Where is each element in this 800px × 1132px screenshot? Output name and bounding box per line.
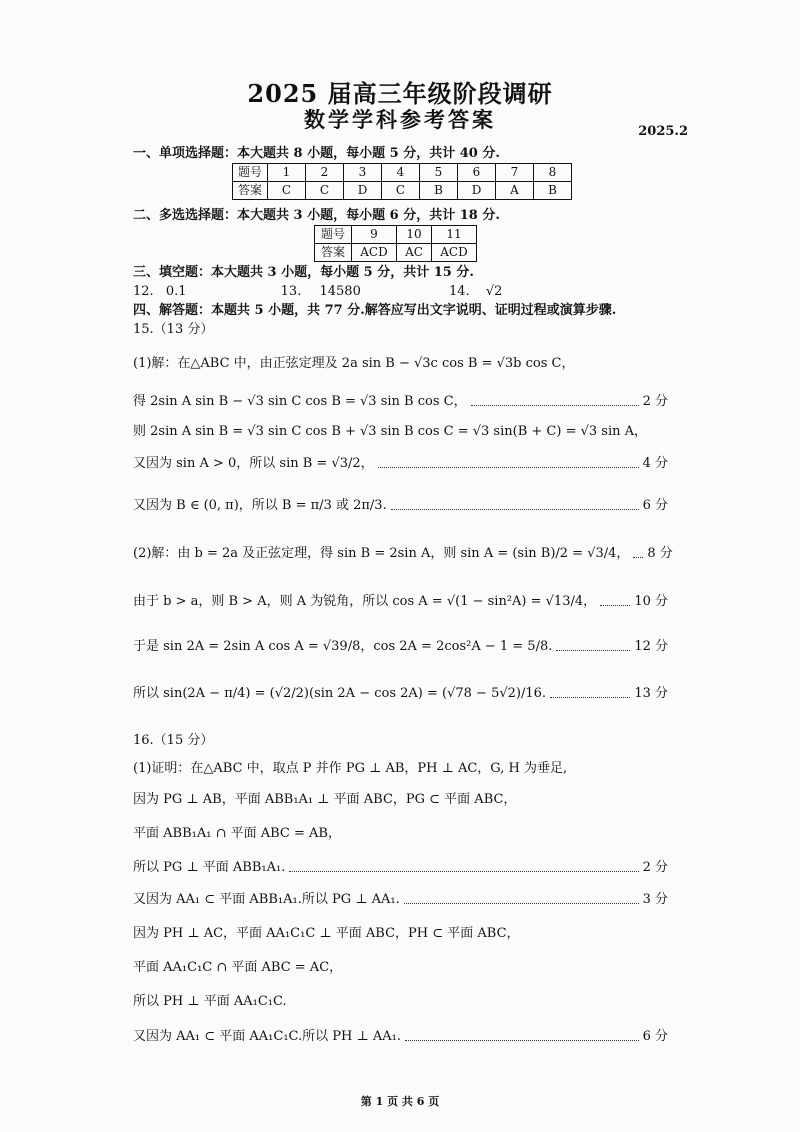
- table-cell: 10: [397, 226, 432, 244]
- step-score: 10 分: [634, 594, 668, 609]
- answer-12-number: 12.: [133, 284, 154, 299]
- step-text: 所以 PH ⊥ 平面 AA₁C₁C.: [133, 994, 287, 1009]
- step-text: 因为 PG ⊥ AB，平面 ABB₁A₁ ⊥ 平面 ABC，PG ⊂ 平面 ABC，: [133, 792, 517, 807]
- table-cell: ACD: [432, 244, 477, 262]
- table-row: [233, 182, 572, 200]
- solution-step: [133, 1015, 668, 1045]
- step-text: 由于 b > a，则 B > A，则 A 为锐角，所以 cos A = √(1 − sin²A) = √13/4，: [133, 594, 597, 609]
- solution-step: [133, 747, 668, 777]
- solution-step: [133, 532, 673, 562]
- leader-dots: [391, 509, 639, 510]
- table-cell: 2: [306, 164, 344, 182]
- table-cell: 5: [420, 164, 458, 182]
- solution-step: [133, 980, 668, 1010]
- solution-step: [133, 778, 668, 808]
- solution-step: [133, 946, 668, 976]
- table-cell: D: [344, 182, 382, 200]
- table-cell: 题号: [233, 164, 268, 182]
- step-score: 6 分: [642, 498, 668, 513]
- section2-answer-table: [314, 225, 477, 262]
- table-cell: 4: [382, 164, 420, 182]
- q15-title: 15.（13 分）: [133, 322, 214, 337]
- table-cell: AC: [397, 244, 432, 262]
- exam-date: 2025.2: [638, 124, 688, 139]
- exam-subtitle: 数学学科参考答案: [304, 107, 496, 132]
- page-footer: 第 1 页 共 6 页: [360, 1095, 440, 1108]
- leader-dots: [378, 467, 639, 468]
- step-text: 又因为 sin A > 0，所以 sin B = √3/2，: [133, 456, 374, 471]
- step-text: 所以 PG ⊥ 平面 ABB₁A₁.: [133, 860, 286, 875]
- table-cell: C: [382, 182, 420, 200]
- step-score: 2 分: [642, 860, 668, 875]
- table-cell: 9: [352, 226, 397, 244]
- table-cell: B: [420, 182, 458, 200]
- table-cell: 7: [496, 164, 534, 182]
- leader-dots: [600, 605, 630, 606]
- solution-step: [133, 625, 668, 655]
- section1-answer-table: [232, 163, 572, 200]
- table-row: [233, 164, 572, 182]
- table-cell: ACD: [352, 244, 397, 262]
- solution-step: [133, 484, 668, 514]
- solution-step: [133, 912, 668, 942]
- solution-step: [133, 672, 668, 702]
- step-text: 又因为 B ∈ (0, π)，所以 B = π/3 或 2π/3.: [133, 498, 387, 513]
- q16-title: 16.（15 分）: [133, 733, 214, 748]
- step-text: 于是 sin 2A = 2sin A cos A = √39/8，cos 2A = 2cos²A − 1 = 5/8.: [133, 639, 553, 654]
- step-score: 13 分: [634, 686, 668, 701]
- step-text: (1)解：在△ABC 中，由正弦定理及 2a sin B − √3c cos B = √3b cos C，: [133, 356, 575, 371]
- section1-heading: 一、单项选择题：本大题共 8 小题，每小题 5 分，共计 40 分.: [133, 146, 500, 161]
- step-text: 得 2sin A sin B − √3 sin C cos B = √3 sin B cos C，: [133, 394, 467, 409]
- table-cell: B: [534, 182, 572, 200]
- solution-step: [133, 846, 668, 876]
- answer-13-value: 14580: [319, 284, 361, 299]
- table-cell: D: [458, 182, 496, 200]
- leader-dots: [633, 557, 643, 558]
- table-row: [315, 226, 477, 244]
- step-text: 因为 PH ⊥ AC，平面 AA₁C₁C ⊥ 平面 ABC，PH ⊂ 平面 ABC，: [133, 926, 520, 941]
- step-text: 则 2sin A sin B = √3 sin C cos B + √3 sin B cos C = √3 sin(B + C) = √3 sin A，: [133, 424, 648, 439]
- step-text: (2)解：由 b = 2a 及正弦定理，得 sin B = 2sin A，则 sin A = (sin B)/2 = √3/4，: [133, 546, 630, 561]
- table-cell: 11: [432, 226, 477, 244]
- section3-heading: 三、填空题：本大题共 3 小题，每小题 5 分，共计 15 分.: [133, 265, 474, 280]
- table-cell: C: [268, 182, 306, 200]
- exam-title: 2025 届高三年级阶段调研: [247, 79, 553, 108]
- answer-12-value: 0.1: [165, 284, 187, 299]
- leader-dots: [550, 697, 630, 698]
- step-text: 又因为 AA₁ ⊂ 平面 AA₁C₁C.所以 PH ⊥ AA₁.: [133, 1029, 401, 1044]
- solution-step: [133, 342, 668, 372]
- leader-dots: [404, 903, 639, 904]
- leader-dots: [405, 1040, 639, 1041]
- step-score: 6 分: [642, 1029, 668, 1044]
- solution-step: [133, 580, 668, 610]
- step-score: 2 分: [642, 394, 668, 409]
- solution-step: [133, 442, 668, 472]
- leader-dots: [289, 871, 638, 872]
- step-text: 又因为 AA₁ ⊂ 平面 ABB₁A₁.所以 PG ⊥ AA₁.: [133, 892, 400, 907]
- leader-dots: [471, 405, 639, 406]
- table-cell: A: [496, 182, 534, 200]
- step-text: 平面 AA₁C₁C ∩ 平面 ABC = AC，: [133, 960, 343, 975]
- table-cell: 1: [268, 164, 306, 182]
- solution-step: [133, 410, 668, 440]
- table-row: [315, 244, 477, 262]
- table-cell: 3: [344, 164, 382, 182]
- table-cell: C: [306, 182, 344, 200]
- answer-14-number: 14.: [448, 284, 470, 299]
- section4-heading: 四、解答题：本题共 5 小题，共 77 分.解答应写出文字说明、证明过程或演算步骤.: [133, 303, 617, 318]
- table-cell: 题号: [315, 226, 352, 244]
- answer-14-value: √2: [485, 284, 503, 299]
- leader-dots: [556, 650, 630, 651]
- solution-step: [133, 380, 668, 410]
- step-score: 4 分: [642, 456, 668, 471]
- solution-step: [133, 812, 668, 842]
- step-score: 12 分: [634, 639, 668, 654]
- table-cell: 8: [534, 164, 572, 182]
- step-text: 所以 sin(2A − π/4) = (√2/2)(sin 2A − cos 2A) = (√78 − 5√2)/16.: [133, 686, 547, 701]
- fill-blank-answers: [133, 284, 502, 300]
- solution-step: [133, 878, 668, 908]
- table-cell: 答案: [315, 244, 352, 262]
- step-score: 3 分: [642, 892, 668, 907]
- step-text: 平面 ABB₁A₁ ∩ 平面 ABC = AB，: [133, 826, 341, 841]
- section2-heading: 二、多选选择题：本大题共 3 小题，每小题 6 分，共计 18 分.: [133, 208, 500, 223]
- step-score: 8 分: [647, 546, 673, 561]
- table-cell: 答案: [233, 182, 268, 200]
- step-text: (1)证明：在△ABC 中，取点 P 并作 PG ⊥ AB，PH ⊥ AC，G, H 为垂足,: [133, 761, 568, 776]
- table-cell: 6: [458, 164, 496, 182]
- answer-13-number: 13.: [280, 284, 302, 299]
